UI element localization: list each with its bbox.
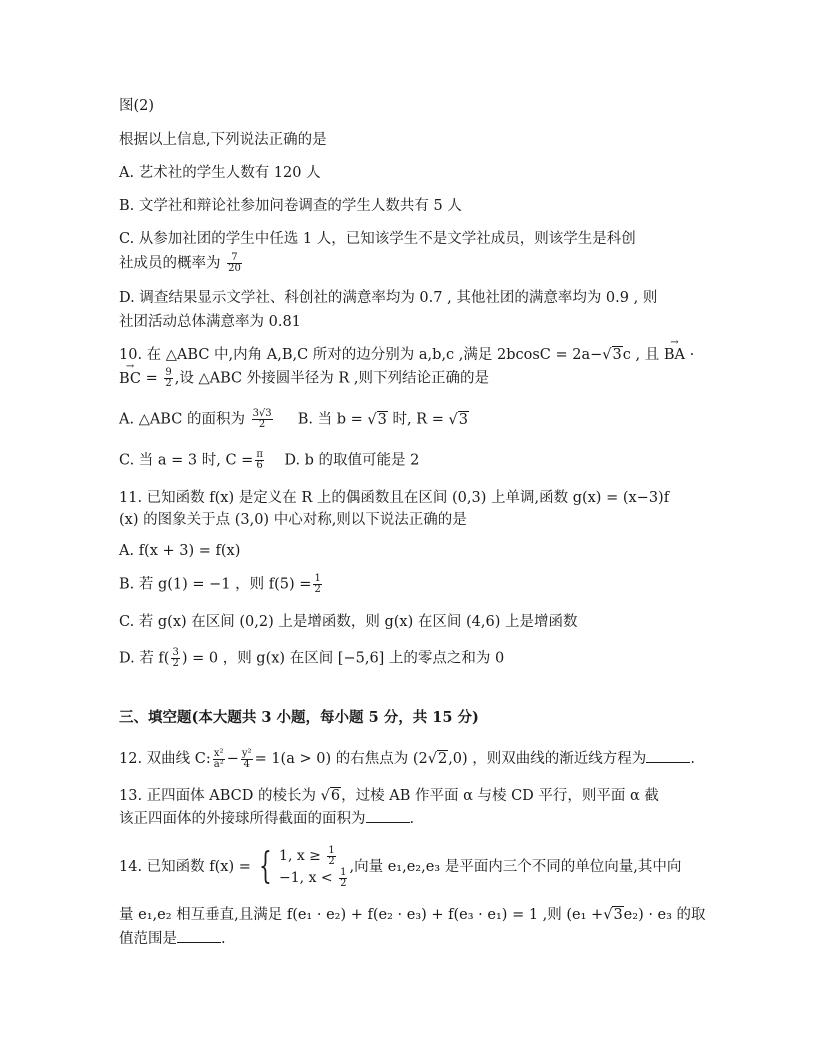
q10-options-cd [119, 450, 419, 471]
q14-cases [279, 845, 349, 889]
q13-text-c: ，过棱 AB 作平面 α 与棱 CD 平行，则平面 α 截 [341, 788, 659, 804]
q14-text3a: 量 e₁,e₂ 相互垂直,且满足 f(e₁ · e₂) + f(e₂ · e₃) + f(e₃ · e₁) = 1 ,则 (e₁ + [119, 907, 604, 923]
q12-n2: y² [241, 747, 252, 759]
q9-option-d-line1: D. 调查结果显示文学社、科创社的满意率均为 0.7 , 其他社团的满意率均为 0.9 , 则 [119, 290, 658, 306]
q11-option-a: A. f(x + 3) = f(x) [119, 543, 241, 559]
q10-line1 [119, 345, 694, 365]
q10-sqrt-radicand: 3 [612, 347, 622, 363]
q10a-fraction [252, 409, 273, 430]
q12 [119, 748, 695, 770]
q10-text-b: ,设 △ABC 外接圆半径为 R ,则下列结论正确的是 [174, 370, 489, 387]
q14-case2-text: −1, x < [279, 870, 333, 886]
q12-frac2 [241, 749, 253, 770]
q10-options-ab [119, 409, 469, 430]
q10-fraction [164, 368, 172, 389]
figure-caption: 图(2) [119, 98, 155, 114]
q9c-num: 7 [227, 253, 242, 264]
q11-line1: 11. 已知函数 f(x) 是定义在 R 上的偶函数且在区间 (0,3) 上单调,函数 g(x) = (x−3)f [119, 490, 670, 506]
q13-line1 [119, 786, 659, 806]
q9-option-b: B. 文学社和辩论社参加问卷调查的学生人数共有 5 人 [119, 198, 462, 214]
q14-text3c: e₂) · e₃ 的取 [623, 907, 706, 923]
q11b-fraction [313, 574, 321, 595]
q12-d1: a² [213, 758, 224, 770]
q9-option-c-line2 [119, 253, 244, 274]
q12-text2: = 1(a > 0) 的右焦点为 (2 [254, 751, 428, 767]
q13-line2 [119, 808, 414, 829]
q14-case1-text: 1, x ≥ [279, 848, 321, 864]
q12-text: 12. 双曲线 C: [119, 751, 211, 767]
q13-text2: 该正四面体的外接球所得截面的面积为 [119, 811, 366, 827]
q11-option-c: C. 若 g(x) 在区间 (0,2) 上是增函数，则 g(x) 在区间 (4,6) 上是增函数 [119, 614, 578, 630]
q11d-fraction [171, 648, 179, 669]
q12-sqrt: √2 [427, 751, 448, 767]
q10a-den: 2 [258, 419, 266, 430]
q14-c1-num: 1 [328, 844, 335, 856]
q11-line2: (x) 的图象关于点 (3,0) 中心对称,则以下说法正确的是 [119, 512, 467, 528]
q14-c2-num: 1 [340, 866, 347, 878]
q10-num: 9 [165, 367, 172, 378]
q13-sqrt-radicand: 6 [330, 788, 341, 804]
q14-case-1 [279, 845, 349, 867]
q14-case-2 [279, 867, 349, 889]
q10-text-c: c , 且 [622, 347, 660, 363]
q14-answer-blank[interactable] [177, 928, 221, 943]
q10c-fraction [255, 450, 264, 471]
q11b-text: B. 若 g(1) = −1 ，则 f(5) = [119, 576, 312, 593]
q10c-num: π [256, 449, 263, 460]
q12-period: . [690, 751, 695, 767]
q14-case2-frac [339, 868, 347, 889]
q11b-den: 2 [314, 584, 321, 595]
q14-period: . [221, 931, 226, 947]
q12-n1: x² [213, 747, 224, 759]
q14-brace: { [258, 846, 272, 887]
q9c-fraction [227, 253, 242, 274]
q12-frac1 [213, 749, 225, 770]
q10d-text: D. b 的取值可能是 2 [284, 452, 420, 469]
q10c-text: C. 当 a = 3 时, C = [119, 452, 254, 469]
q12-d2: 4 [243, 758, 250, 770]
q10-text-a: 10. 在 △ABC 中,内角 A,B,C 所对的边分别为 a,b,c ,满足 2bcosC = 2a− [119, 347, 603, 363]
vector-ba: → BA [664, 345, 685, 365]
q10a-num: 3√3 [252, 408, 272, 419]
q10b-text: B. 当 b = [297, 411, 363, 428]
q10-eq: = [145, 370, 158, 387]
q10b-sqrt2: √3 [448, 411, 468, 428]
q11-option-d [119, 648, 504, 669]
q10b-sqrt1-radicand: 3 [377, 411, 387, 428]
q10-line2 [119, 368, 489, 389]
q12-answer-blank[interactable] [646, 748, 690, 763]
q12-sqrt-radicand: 2 [437, 751, 448, 767]
q13-period: . [409, 811, 415, 827]
q9c-text: 社成员的概率为 [119, 255, 221, 272]
q10c-den: 6 [256, 460, 263, 471]
q11d-den: 2 [172, 658, 179, 669]
q10b-sqrt2-radicand: 3 [458, 411, 468, 428]
q14-text4: 值范围是 [119, 931, 177, 947]
q14-line3 [119, 905, 706, 925]
q13-text-a: 13. 正四面体 ABCD 的棱长为 [119, 788, 317, 804]
q14-c2-den: 2 [340, 877, 347, 889]
q9-option-c-line1: C. 从参加社团的学生中任选 1 人，已知该学生不是文学社成员，则该学生是科创 [119, 231, 636, 247]
q11-option-b [119, 574, 324, 595]
q9c-den: 20 [228, 263, 241, 274]
q13-answer-blank[interactable] [366, 808, 410, 823]
q14-line4 [119, 928, 226, 949]
q11d-num: 3 [172, 647, 179, 658]
q14-text1: 14. 已知函数 f(x) = [119, 859, 251, 875]
q9-option-a: A. 艺术社的学生人数有 120 人 [119, 165, 321, 181]
q10-dot: · [689, 347, 695, 363]
q10a-text: A. △ABC 的面积为 [119, 411, 245, 428]
q11d-text: D. 若 f( [119, 650, 170, 667]
q13-sqrt: √6 [320, 788, 341, 804]
vector-bc: → BC [119, 369, 141, 389]
q11d-text2: ) = 0 ，则 g(x) 在区间 [−5,6] 上的零点之和为 0 [181, 650, 505, 667]
q10-sqrt: √3 [602, 347, 622, 363]
q14-c1-den: 2 [328, 855, 335, 867]
q12-text3: ,0) ，则双曲线的渐近线方程为 [448, 751, 647, 767]
q10-den: 2 [165, 378, 172, 389]
q14-sqrt-radicand: 3 [613, 907, 623, 923]
q14-sqrt: √3 [603, 907, 623, 923]
q11b-num: 1 [314, 573, 321, 584]
section-heading: 三、填空题(本大题共 3 小题，每小题 5 分，共 15 分) [119, 709, 479, 726]
q12-minus: − [226, 751, 239, 767]
q14-text2: ,向量 e₁,e₂,e₃ 是平面内三个不同的单位向量,其中向 [349, 859, 682, 875]
question-intro: 根据以上信息,下列说法正确的是 [119, 132, 327, 148]
q14-case1-frac [327, 846, 335, 867]
q14-line1 [119, 842, 681, 892]
q9-option-d-line2: 社团活动总体满意率为 0.81 [119, 314, 301, 330]
q10b-text2: 时, R = [392, 411, 444, 428]
q10b-sqrt1: √3 [367, 411, 387, 428]
